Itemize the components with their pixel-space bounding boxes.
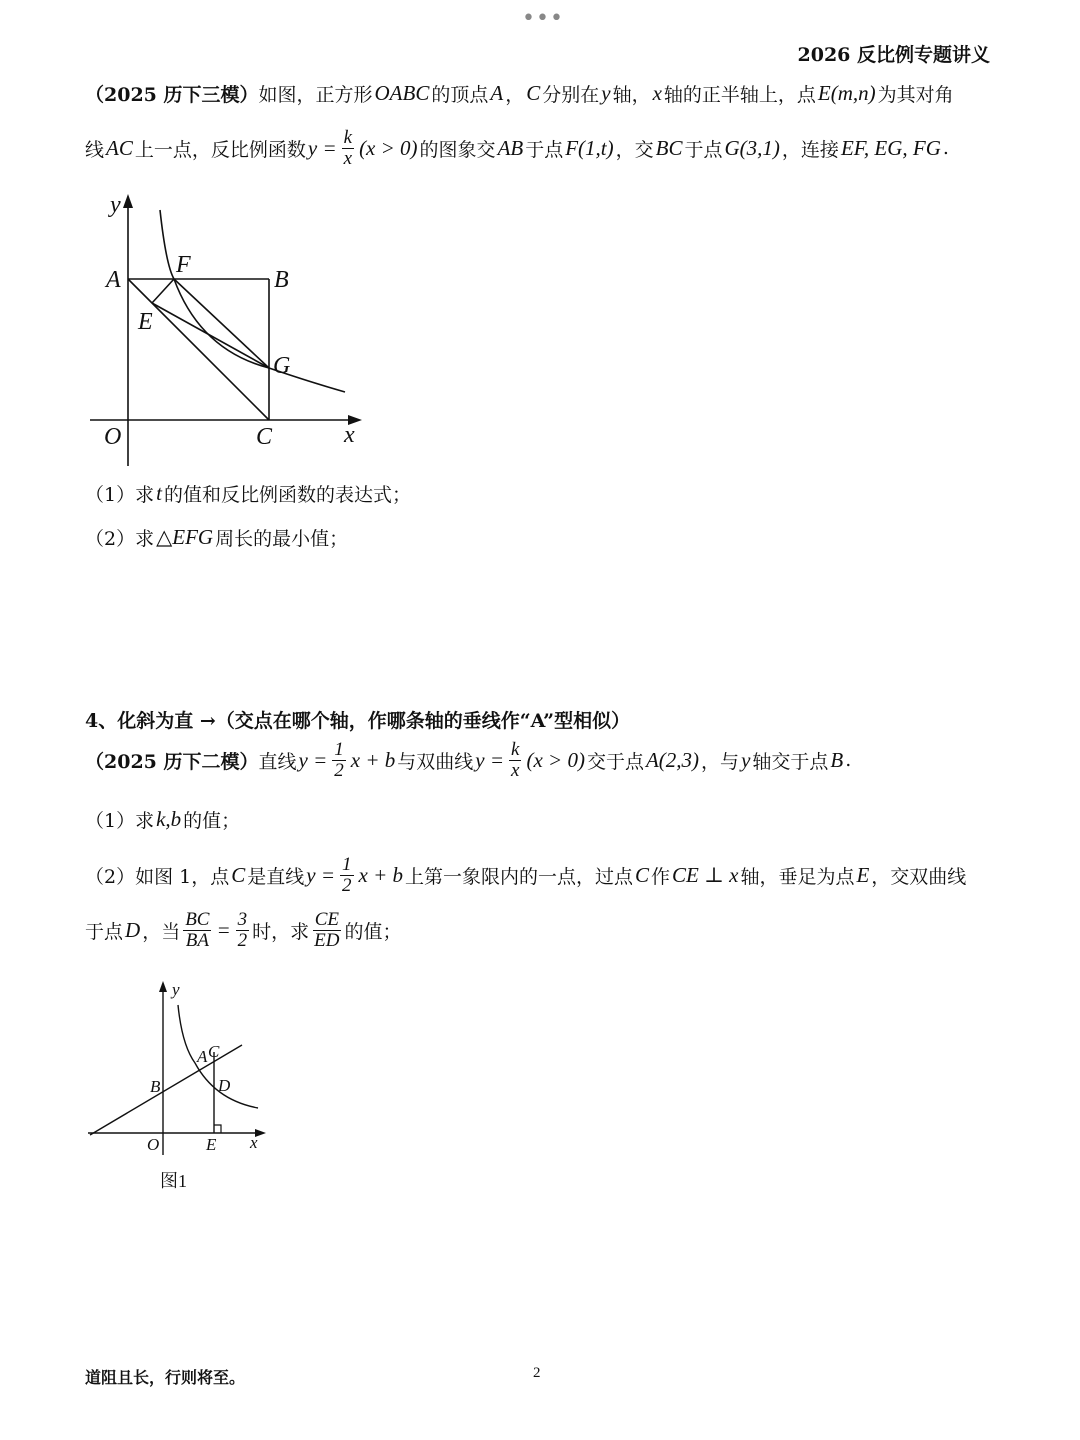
problem2-question2-line2 xyxy=(85,910,402,951)
fraction-denominator: 2 xyxy=(342,874,352,896)
math-kb: k,b xyxy=(156,807,182,831)
fraction-denominator: ED xyxy=(314,929,340,951)
text: 交于点 xyxy=(586,750,644,773)
math-condition: (x > 0) xyxy=(359,135,418,160)
text: （1）求 xyxy=(85,484,155,506)
math-d: D xyxy=(125,917,141,942)
text: 轴， xyxy=(612,84,651,106)
text: 上一点，反比例函数 xyxy=(134,138,306,161)
document-header-title: 2026 反比例专题讲义 xyxy=(797,44,990,66)
text: . xyxy=(845,749,852,772)
fraction-denominator: 2 xyxy=(334,759,344,781)
math-a: A xyxy=(490,81,504,105)
label-y: y xyxy=(172,980,180,999)
text: 的值； xyxy=(183,810,241,832)
math-triangle-efg: △EFG xyxy=(156,525,214,549)
problem1-figure xyxy=(80,190,380,475)
math-x-plus-b: x + b xyxy=(358,862,403,887)
label-c: C xyxy=(256,424,273,450)
text: 轴，垂足为点 xyxy=(740,865,855,888)
math-oabc: OABC xyxy=(374,81,430,105)
math-y: y xyxy=(741,747,751,772)
text: 直线 xyxy=(258,750,297,773)
problem1-line1 xyxy=(85,80,954,107)
y-axis-arrow xyxy=(159,981,167,992)
diagonal-ac xyxy=(128,279,269,420)
math-e: E xyxy=(856,862,870,887)
label-c: C xyxy=(208,1042,220,1061)
text: （1）求 xyxy=(85,810,155,832)
math-bc: BC xyxy=(655,135,683,160)
problem2-question1 xyxy=(85,806,240,833)
figure-caption: 图1 xyxy=(160,1171,187,1191)
text: 为其对角 xyxy=(877,84,954,106)
math-y-eq: y = xyxy=(298,747,328,772)
text: 的图象交 xyxy=(419,138,496,161)
problem1-question2 xyxy=(85,524,348,551)
label-f: F xyxy=(176,252,191,278)
fraction-one-half xyxy=(340,855,354,896)
math-ab: AB xyxy=(497,135,524,160)
problem1-question1 xyxy=(85,480,411,507)
math-segments: EF, EG, FG xyxy=(840,135,941,160)
section4-title: 4、化斜为直 →（交点在哪个轴，作哪条轴的垂线作“A”型相似） xyxy=(85,710,631,732)
text: 如图，正方形 xyxy=(258,84,373,106)
math-y-eq: y = xyxy=(306,862,335,887)
label-b: B xyxy=(274,267,289,293)
problem2-figure xyxy=(80,975,280,1200)
label-x: x xyxy=(344,422,355,448)
label-g: G xyxy=(273,353,291,379)
math-c: C xyxy=(635,862,650,887)
text: ，当 xyxy=(142,920,181,943)
fraction-ce-over-ed xyxy=(312,910,341,951)
math-point-e: E(m,n) xyxy=(817,81,876,105)
fraction-numerator: 3 xyxy=(237,909,248,930)
text: 上第一象限内的一点，过点 xyxy=(405,865,634,888)
math-y-eq: y = xyxy=(307,135,337,160)
text: 周长的最小值； xyxy=(215,528,349,550)
label-e: E xyxy=(138,309,153,335)
text: ，交 xyxy=(615,138,654,161)
label-b: B xyxy=(150,1077,161,1096)
text: 轴交于点 xyxy=(752,750,829,773)
problem1-source: （2025 历下三模） xyxy=(85,84,259,106)
problem1-line2 xyxy=(85,128,949,169)
right-angle-marker xyxy=(214,1125,221,1133)
fraction-three-halves xyxy=(236,910,250,951)
text: 的顶点 xyxy=(431,84,489,106)
math-t: t xyxy=(156,481,162,505)
fraction-denominator: x xyxy=(343,147,353,169)
text: 轴的正半轴上，点 xyxy=(663,84,816,106)
label-a: A xyxy=(106,267,121,293)
math-point-g: G(3,1) xyxy=(724,135,780,160)
math-c: C xyxy=(526,81,541,105)
text: （2）求 xyxy=(85,528,155,550)
fraction-denominator: BA xyxy=(185,929,209,951)
fraction-k-over-x xyxy=(342,128,354,169)
fraction-k-over-x xyxy=(509,740,521,781)
label-a: A xyxy=(197,1047,208,1066)
text: ， xyxy=(505,84,525,106)
label-d: D xyxy=(218,1076,231,1095)
hyperbola-curve xyxy=(160,210,345,392)
math-point-f: F(1,t) xyxy=(565,135,614,160)
fraction-numerator: BC xyxy=(185,909,210,930)
math-condition: (x > 0) xyxy=(526,747,585,772)
text: 作 xyxy=(651,865,671,888)
label-e: E xyxy=(206,1135,217,1154)
math-y-eq: y = xyxy=(475,747,505,772)
text: ，交双曲线 xyxy=(871,865,967,888)
math-x-plus-b: x + b xyxy=(350,747,396,772)
label-x: x xyxy=(250,1133,258,1152)
menu-dots[interactable]: ••• xyxy=(522,6,564,31)
problem2-source: （2025 历下二模） xyxy=(85,750,259,773)
text: 于点 xyxy=(684,138,723,161)
y-axis-arrow xyxy=(123,194,133,208)
math-y: y xyxy=(601,81,611,105)
fraction-denominator: 2 xyxy=(237,929,248,951)
problem2-line1 xyxy=(85,740,851,781)
fraction-numerator: k xyxy=(343,127,353,148)
text: 于点 xyxy=(525,138,564,161)
text: 是直线 xyxy=(247,865,305,888)
fraction-denominator: x xyxy=(511,759,520,781)
text: 分别在 xyxy=(542,84,600,106)
label-o: O xyxy=(104,424,122,450)
text: 的值和反比例函数的表达式； xyxy=(163,484,411,506)
text: 的值； xyxy=(344,920,402,943)
text: . xyxy=(942,137,949,160)
math-b: B xyxy=(830,747,844,772)
math-ac: AC xyxy=(106,135,133,160)
math-equals: = xyxy=(216,917,231,942)
text: ，连接 xyxy=(781,138,839,161)
text: 线 xyxy=(85,138,105,161)
page-number: 2 xyxy=(533,1365,541,1381)
label-o: O xyxy=(147,1135,160,1154)
math-ce-perp-x: CE ⊥ x xyxy=(672,862,739,887)
math-point-a: A(2,3) xyxy=(645,747,700,772)
text: 于点 xyxy=(85,920,124,943)
fraction-numerator: CE xyxy=(314,909,339,930)
segment-ef xyxy=(152,279,174,303)
fraction-bc-over-ba xyxy=(183,910,211,951)
math-c: C xyxy=(231,862,246,887)
problem2-question2-line1 xyxy=(85,855,966,896)
label-y: y xyxy=(110,192,121,218)
footer-motto: 道阻且长，行则将至。 xyxy=(85,1368,246,1387)
fraction-numerator: 1 xyxy=(342,854,352,875)
math-x: x xyxy=(652,81,662,105)
text: （2）如图 1，点 xyxy=(85,865,230,888)
fraction-numerator: 1 xyxy=(334,739,344,760)
fraction-numerator: k xyxy=(511,739,520,760)
fraction-one-half xyxy=(332,740,346,781)
text: 与双曲线 xyxy=(397,750,474,773)
text: 时，求 xyxy=(252,920,310,943)
text: ，与 xyxy=(701,750,740,773)
